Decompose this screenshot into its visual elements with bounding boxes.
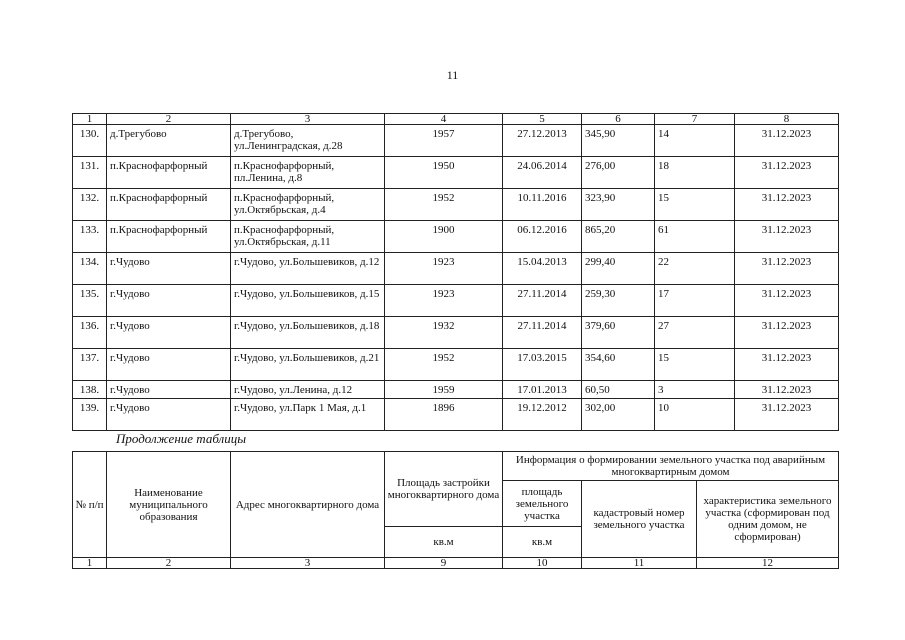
cell-municipality: д.Трегубово (107, 125, 231, 157)
cell-municipality: г.Чудово (107, 285, 231, 317)
header-col-number: 3 (231, 114, 385, 125)
unit-built-area: кв.м (385, 527, 503, 558)
table-continuation-caption: Продолжение таблицы (116, 431, 247, 446)
cell-municipality: г.Чудово (107, 349, 231, 381)
table-row (73, 349, 839, 381)
cell-date: 10.11.2016 (503, 189, 582, 221)
cell-address: г.Чудово, ул.Большевиков, д.12 (231, 253, 385, 285)
cell-municipality: г.Чудово (107, 399, 231, 431)
cell-date: 19.12.2012 (503, 399, 582, 431)
cell-address: г.Чудово, ул.Парк 1 Мая, д.1 (231, 399, 385, 431)
cell-no: 135. (73, 285, 107, 317)
header-municipality: Наименование муниципального образования (107, 452, 231, 558)
cell-date: 06.12.2016 (503, 221, 582, 253)
cell-deadline: 31.12.2023 (735, 157, 839, 189)
table-row (73, 253, 839, 285)
cell-area: 865,20 (582, 221, 655, 253)
cell-no: 131. (73, 157, 107, 189)
cell-residents: 22 (655, 253, 735, 285)
cell-deadline: 31.12.2023 (735, 125, 839, 157)
cell-no: 138. (73, 381, 107, 399)
cell-address: п.Краснофарфорный, пл.Ленина, д.8 (231, 157, 385, 189)
cell-no: 139. (73, 399, 107, 431)
cell-residents: 15 (655, 349, 735, 381)
cell-no: 134. (73, 253, 107, 285)
table-row (73, 221, 839, 253)
cell-year: 1923 (385, 253, 503, 285)
cell-year: 1952 (385, 349, 503, 381)
col-number: 3 (231, 558, 385, 569)
cell-no: 133. (73, 221, 107, 253)
cell-address: п.Краснофарфорный, ул.Октябрьская, д.4 (231, 189, 385, 221)
cell-municipality: г.Чудово (107, 317, 231, 349)
page-number: 11 (446, 68, 459, 82)
table-row (73, 285, 839, 317)
cell-municipality: г.Чудово (107, 253, 231, 285)
table-row (73, 157, 839, 189)
header-col-number: 4 (385, 114, 503, 125)
cell-area: 299,40 (582, 253, 655, 285)
cell-deadline: 31.12.2023 (735, 317, 839, 349)
cell-deadline: 31.12.2023 (735, 399, 839, 431)
col-number: 10 (503, 558, 582, 569)
cell-area: 259,30 (582, 285, 655, 317)
header-no: № п/п (73, 452, 107, 558)
land-info-table (72, 451, 839, 569)
col-number: 1 (73, 558, 107, 569)
cell-address: г.Чудово, ул.Большевиков, д.21 (231, 349, 385, 381)
cell-residents: 15 (655, 189, 735, 221)
cell-date: 27.11.2014 (503, 317, 582, 349)
header-characteristic: характеристика земельного участка (сформирован под одним домом, не сформирован) (697, 481, 839, 558)
cell-area: 302,00 (582, 399, 655, 431)
cell-no: 136. (73, 317, 107, 349)
table-row (73, 399, 839, 431)
table-header-row (73, 114, 839, 125)
cell-year: 1900 (385, 221, 503, 253)
cell-residents: 14 (655, 125, 735, 157)
cell-municipality: г.Чудово (107, 381, 231, 399)
cell-date: 15.04.2013 (503, 253, 582, 285)
col-number: 9 (385, 558, 503, 569)
cell-deadline: 31.12.2023 (735, 349, 839, 381)
header-col-number: 2 (107, 114, 231, 125)
cell-area: 323,90 (582, 189, 655, 221)
table-row (73, 381, 839, 399)
header-built-area: Площадь застройки многоквартирного дома (385, 452, 503, 527)
col-number: 11 (582, 558, 697, 569)
header-col-number: 5 (503, 114, 582, 125)
cell-residents: 27 (655, 317, 735, 349)
col-number: 2 (107, 558, 231, 569)
cell-year: 1896 (385, 399, 503, 431)
cell-no: 130. (73, 125, 107, 157)
cell-area: 354,60 (582, 349, 655, 381)
cell-municipality: п.Краснофарфорный (107, 189, 231, 221)
cell-area: 345,90 (582, 125, 655, 157)
cell-municipality: п.Краснофарфорный (107, 221, 231, 253)
cell-deadline: 31.12.2023 (735, 189, 839, 221)
col-number: 12 (697, 558, 839, 569)
cell-deadline: 31.12.2023 (735, 253, 839, 285)
cell-residents: 3 (655, 381, 735, 399)
cell-residents: 61 (655, 221, 735, 253)
cell-address: г.Чудово, ул.Большевиков, д.15 (231, 285, 385, 317)
header-col-number: 1 (73, 114, 107, 125)
table-row (73, 125, 839, 157)
header-land-group: Информация о формировании земельного участка под аварийным многоквартирным домом (503, 452, 839, 481)
cell-area: 60,50 (582, 381, 655, 399)
cell-deadline: 31.12.2023 (735, 381, 839, 399)
header-land-area: площадь земельного участка (503, 481, 582, 527)
header-address: Адрес многоквартирного дома (231, 452, 385, 558)
table-row (73, 317, 839, 349)
cell-year: 1932 (385, 317, 503, 349)
cell-date: 17.03.2015 (503, 349, 582, 381)
cell-address: д.Трегубово, ул.Ленинградская, д.28 (231, 125, 385, 157)
header-cadastral: кадастровый номер земельного участка (582, 481, 697, 558)
cell-deadline: 31.12.2023 (735, 285, 839, 317)
cell-year: 1923 (385, 285, 503, 317)
header-col-number: 7 (655, 114, 735, 125)
cell-date: 17.01.2013 (503, 381, 582, 399)
cell-no: 137. (73, 349, 107, 381)
cell-no: 132. (73, 189, 107, 221)
cell-address: п.Краснофарфорный, ул.Октябрьская, д.11 (231, 221, 385, 253)
cell-deadline: 31.12.2023 (735, 221, 839, 253)
cell-area: 276,00 (582, 157, 655, 189)
cell-year: 1959 (385, 381, 503, 399)
cell-address: г.Чудово, ул.Ленина, д.12 (231, 381, 385, 399)
cell-date: 24.06.2014 (503, 157, 582, 189)
cell-year: 1957 (385, 125, 503, 157)
header-col-number: 8 (735, 114, 839, 125)
cell-date: 27.12.2013 (503, 125, 582, 157)
cell-year: 1952 (385, 189, 503, 221)
cell-residents: 10 (655, 399, 735, 431)
table-row (73, 189, 839, 221)
header-col-number: 6 (582, 114, 655, 125)
cell-municipality: п.Краснофарфорный (107, 157, 231, 189)
houses-table (72, 113, 839, 431)
cell-year: 1950 (385, 157, 503, 189)
cell-area: 379,60 (582, 317, 655, 349)
cell-date: 27.11.2014 (503, 285, 582, 317)
cell-residents: 18 (655, 157, 735, 189)
cell-residents: 17 (655, 285, 735, 317)
unit-land-area: кв.м (503, 527, 582, 558)
cell-address: г.Чудово, ул.Большевиков, д.18 (231, 317, 385, 349)
